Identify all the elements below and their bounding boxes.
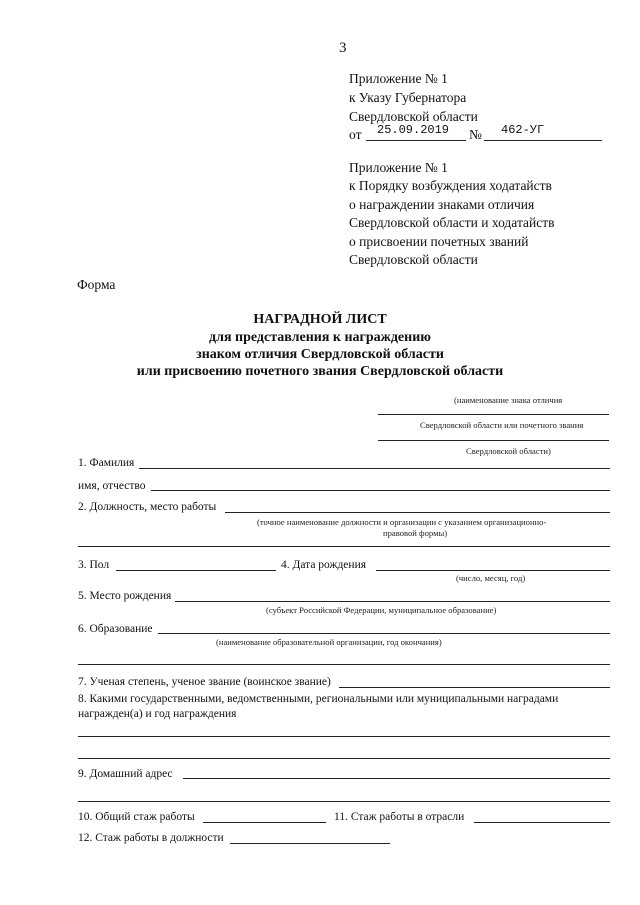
award-name-hint-2: Свердловской области или почетного звания — [420, 420, 584, 430]
birth-date-field[interactable] — [376, 570, 610, 571]
position-hint-2: правовой формы) — [383, 528, 448, 538]
awards-field-line-1[interactable] — [78, 736, 610, 737]
position-experience-label: 12. Стаж работы в должности — [78, 832, 224, 844]
degree-label: 7. Ученая степень, ученое звание (воинское звание) — [78, 676, 331, 688]
appendix-1-line-2: к Указу Губернатора — [349, 90, 467, 105]
industry-experience-field[interactable] — [474, 822, 610, 823]
position-label: 2. Должность, место работы — [78, 501, 217, 513]
decree-date: 25.09.2019 — [377, 123, 450, 137]
position-field[interactable] — [225, 512, 610, 513]
industry-experience-label: 11. Стаж работы в отрасли — [334, 811, 465, 823]
gender-label: 3. Пол — [78, 559, 110, 571]
total-experience-label: 10. Общий стаж работы — [78, 811, 195, 823]
name-patronymic-field[interactable] — [151, 490, 610, 491]
birth-date-label: 4. Дата рождения — [281, 559, 367, 571]
home-address-field-line-2[interactable] — [78, 801, 610, 802]
position-experience-field[interactable] — [230, 843, 390, 844]
appendix-2-line-6: Свердловской области — [349, 252, 478, 267]
appendix-1-from-label: от — [349, 127, 362, 142]
appendix-1-line-1: Приложение № 1 — [349, 71, 448, 86]
award-name-hint-3: Свердловской области) — [466, 446, 551, 456]
education-field-line-2[interactable] — [78, 664, 610, 665]
page-number: 3 — [339, 40, 347, 56]
awards-label-2: награжден(а) и год награждения — [78, 708, 237, 720]
home-address-label: 9. Домашний адрес — [78, 768, 173, 780]
document-title: НАГРАДНОЙ ЛИСТ — [253, 312, 387, 327]
appendix-2-line-1: Приложение № 1 — [349, 160, 448, 175]
position-hint-1: (точное наименование должности и организации с указанием организационно- — [257, 517, 547, 527]
number-underline — [484, 140, 602, 141]
award-name-line-2[interactable] — [378, 440, 609, 441]
birth-place-field[interactable] — [175, 601, 610, 602]
name-patronymic-label: имя, отчество — [78, 480, 146, 492]
awards-field-line-2[interactable] — [78, 758, 610, 759]
appendix-2-line-2: к Порядку возбуждения ходатайств — [349, 178, 552, 193]
degree-field[interactable] — [339, 687, 610, 688]
birth-place-hint: (субъект Российской Федерации, муниципальное образование) — [266, 605, 497, 615]
surname-field[interactable] — [139, 468, 610, 469]
award-name-line-1[interactable] — [378, 414, 609, 415]
appendix-2-line-5: о присвоении почетных званий — [349, 234, 529, 249]
appendix-2-line-4: Свердловской области и ходатайств — [349, 215, 555, 230]
education-hint: (наименование образовательной организации, год окончания) — [216, 637, 442, 647]
gender-field[interactable] — [116, 570, 276, 571]
award-name-hint-1: (наименование знака отличия — [454, 395, 563, 405]
document-subtitle-2: знаком отличия Свердловской области — [196, 347, 444, 362]
awards-label-1: 8. Какими государственными, ведомственными, региональными или муниципальными наградами — [78, 693, 559, 705]
form-label: Форма — [77, 277, 116, 292]
position-field-line-2[interactable] — [78, 546, 610, 547]
appendix-1-line-3: Свердловской области — [349, 109, 478, 124]
education-field[interactable] — [158, 633, 610, 634]
birth-place-label: 5. Место рождения — [78, 590, 172, 602]
surname-label: 1. Фамилия — [78, 457, 135, 469]
date-underline — [366, 140, 466, 141]
birth-date-hint: (число, месяц, год) — [456, 573, 526, 583]
education-label: 6. Образование — [78, 623, 153, 635]
appendix-1-no-label: № — [469, 127, 482, 142]
total-experience-field[interactable] — [203, 822, 326, 823]
appendix-2-line-3: о награждении знаками отличия — [349, 197, 535, 212]
decree-number: 462-УГ — [501, 123, 545, 137]
document-subtitle-3: или присвоению почетного звания Свердловской области — [136, 364, 504, 379]
home-address-field[interactable] — [183, 778, 610, 779]
document-subtitle-1: для представления к награждению — [209, 330, 431, 345]
